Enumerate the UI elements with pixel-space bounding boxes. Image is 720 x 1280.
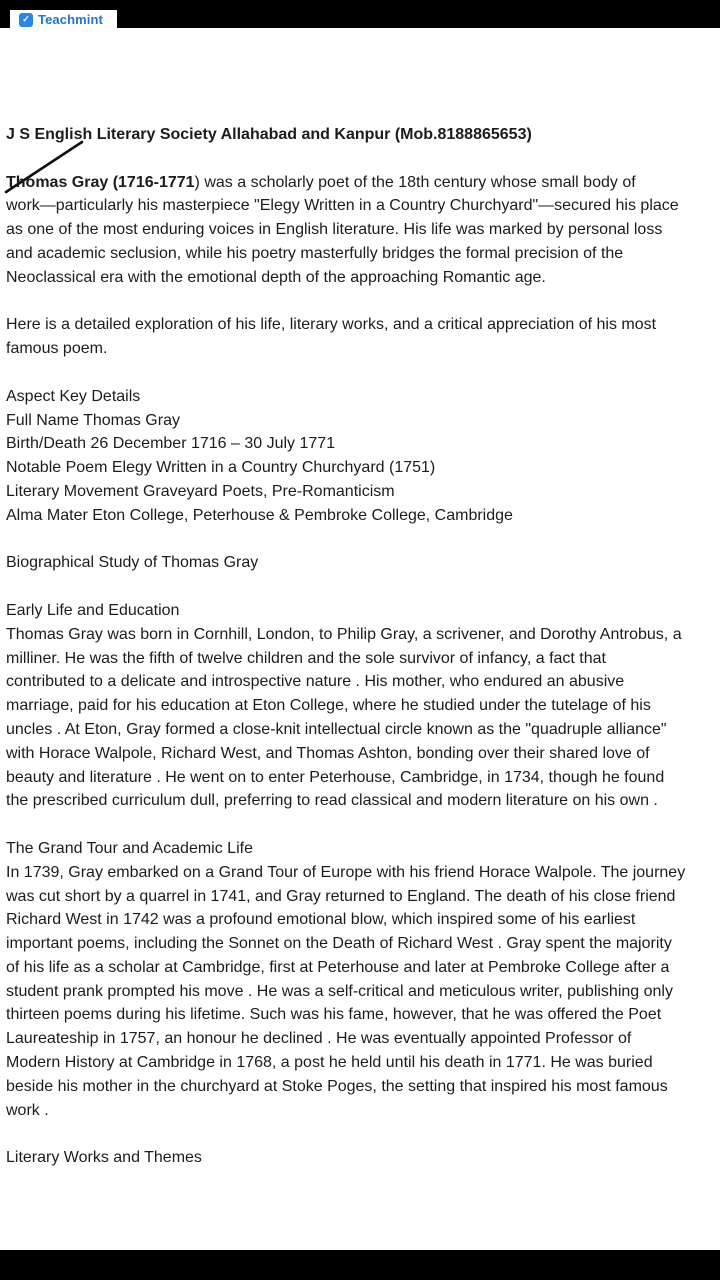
overview-line: famous poem.	[6, 340, 108, 358]
overview-line: Here is a detailed exploration of his life, literary works, and a critical appreciation of his most	[6, 316, 657, 334]
paragraph-line: milliner. He was the fifth of twelve children and the sole survivor of infancy, a fact that	[6, 649, 606, 667]
table-row: Literary Movement Graveyard Poets, Pre-Romanticism	[6, 482, 395, 500]
teachmint-shield-icon: ✓	[19, 13, 33, 27]
document-body	[6, 123, 720, 1170]
table-header-row: Aspect Key Details	[6, 387, 141, 405]
intro-line: Neoclassical era with the emotional depth of the approaching Romantic age.	[6, 268, 546, 286]
table-row: Full Name Thomas Gray	[6, 411, 180, 429]
paragraph-line: thirteen poems during his lifetime. Such was his fame, however, that he was offered the Poet	[6, 1006, 662, 1024]
paragraph-line: Modern History at Cambridge in 1768, a post he held until his death in 1771. He was buried	[6, 1054, 653, 1072]
brand-name: Teachmint	[38, 12, 103, 27]
top-bar	[0, 0, 720, 28]
paragraph-line: of his life as a scholar at Cambridge, first at Peterhouse and later at Pembroke College after a	[6, 958, 670, 976]
paragraph-line: the prescribed curriculum dull, preferring to read classical and modern literature on his own .	[6, 792, 658, 810]
intro-paragraph	[6, 171, 720, 290]
paragraph-line: Laureateship in 1757, an honour he declined . He was eventually appointed Professor of	[6, 1030, 632, 1048]
paragraph-line: with Horace Walpole, Richard West, and Thomas Ashton, bonding over their shared love of	[6, 744, 650, 762]
table-row: Birth/Death 26 December 1716 – 30 July 1771	[6, 435, 336, 453]
subsection-title-early-life: Early Life and Education	[6, 601, 180, 619]
intro-line: and academic seclusion, while his poetry masterfully bridges the formal precision of the	[6, 244, 624, 262]
paragraph-line: marriage, paid for his education at Eton College, where he studied under the tutelage of his	[6, 697, 651, 715]
overview-paragraph	[6, 313, 720, 361]
paragraph-line: work .	[6, 1101, 49, 1119]
intro-line: ) was a scholarly poet of the 18th century whose small body of	[194, 173, 636, 191]
section-title-literary-works: Literary Works and Themes	[6, 1149, 202, 1167]
early-life-section	[6, 599, 720, 813]
grand-tour-section	[6, 837, 720, 1123]
paragraph-line: contributed to a delicate and introspective nature . His mother, who endured an abusive	[6, 673, 625, 691]
poet-name-dates: Thomas Gray (1716-1771	[6, 173, 195, 191]
paragraph-line: student prank prompted his move . He was a self-critical and meticulous writer, publishing only	[6, 982, 673, 1000]
teachmint-logo	[10, 10, 117, 29]
document-heading: J S English Literary Society Allahabad and Kanpur (Mob.8188865653)	[6, 126, 532, 143]
paragraph-line: uncles . At Eton, Gray formed a close-knit intellectual circle known as the "quadruple alliance"	[6, 720, 667, 738]
paragraph-line: important poems, including the Sonnet on the Death of Richard West . Gray spent the majority	[6, 935, 672, 953]
bottom-bar	[0, 1250, 720, 1280]
paragraph-line: Richard West in 1742 was a profound emotional blow, which inspired some of his earliest	[6, 911, 636, 929]
subsection-title-grand-tour: The Grand Tour and Academic Life	[6, 839, 253, 857]
intro-line: as one of the most enduring voices in English literature. His life was marked by personal loss	[6, 221, 663, 239]
table-row: Notable Poem Elegy Written in a Country Churchyard (1751)	[6, 459, 436, 477]
details-table	[6, 385, 720, 528]
paragraph-line: was cut short by a quarrel in 1741, and Gray returned to England. The death of his close friend	[6, 887, 676, 905]
intro-line: work—particularly his masterpiece "Elegy Written in a Country Churchyard"—secured his place	[6, 197, 679, 215]
table-row: Alma Mater Eton College, Peterhouse & Pembroke College, Cambridge	[6, 506, 513, 524]
paragraph-line: beside his mother in the churchyard at Stoke Poges, the setting that inspired his most famous	[6, 1077, 668, 1095]
paragraph-line: Thomas Gray was born in Cornhill, London, to Philip Gray, a scrivener, and Dorothy Antrobus, a	[6, 625, 682, 643]
section-title-biography: Biographical Study of Thomas Gray	[6, 554, 259, 572]
paragraph-line: In 1739, Gray embarked on a Grand Tour of Europe with his friend Horace Walpole. The journey	[6, 863, 686, 881]
paragraph-line: beauty and literature . He went on to enter Peterhouse, Cambridge, in 1734, though he found	[6, 768, 665, 786]
